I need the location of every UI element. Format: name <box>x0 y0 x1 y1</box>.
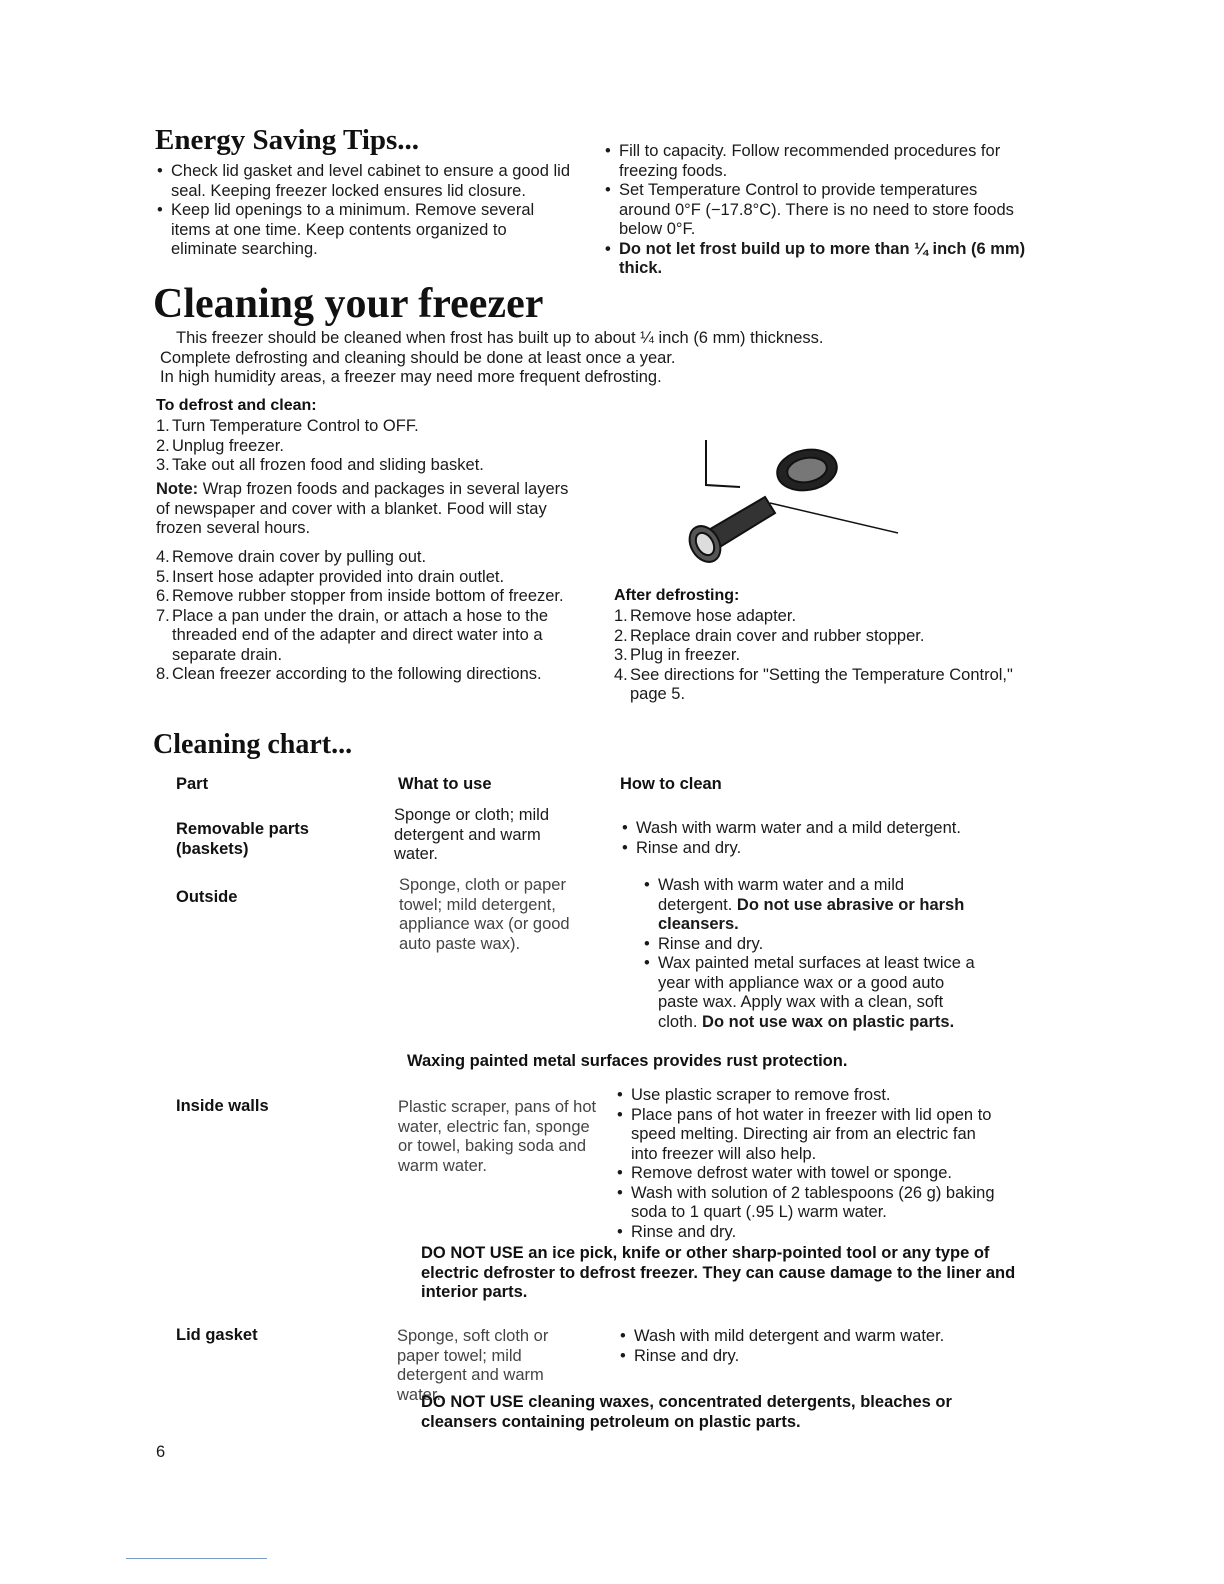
row-what-lid-gasket: Sponge, soft cloth or paper towel; mild detergent and warm water. <box>397 1327 549 1404</box>
energy-tips-left-list <box>155 162 575 260</box>
list-item: • Use plastic scraper to remove frost. <box>615 1086 1005 1106</box>
row-what-removable: Sponge or cloth; mild detergent and warm water. <box>394 806 550 863</box>
list-item: • Place pans of hot water in freezer with lid open to speed melting. Directing air from an electric fan into freezer will also help. <box>615 1106 1005 1165</box>
list-item: 4. See directions for "Setting the Temperature Control," page 5. <box>614 665 1013 703</box>
list-item: 4. Remove drain cover by pulling out. <box>156 548 427 566</box>
list-item: 1. Remove hose adapter. <box>614 607 797 625</box>
row-what-inside-walls: Plastic scraper, pans of hot water, electric fan, sponge or towel, baking soda and warm water. <box>398 1098 597 1175</box>
list-item: • Fill to capacity. Follow recommended procedures for freezing foods. <box>603 142 1028 181</box>
list-item: • Wash with warm water and a mild detergent. <box>620 819 1020 839</box>
list-item-frost-warning: • Do not let frost build up to more than ¼ inch (6 mm) thick. <box>603 240 1028 279</box>
row-part-removable: Removable parts (baskets) <box>176 820 309 858</box>
cleaning-intro <box>160 329 1060 388</box>
row-how-inside-walls <box>615 1086 1005 1242</box>
row-part-outside: Outside <box>176 888 238 906</box>
footer-rule <box>126 1558 267 1559</box>
list-item: 8. Clean freezer according to the following directions. <box>156 665 542 683</box>
row-how-removable <box>620 819 1020 858</box>
energy-tips-title: Energy Saving Tips... <box>155 124 420 156</box>
list-item: • Check lid gasket and level cabinet to ensure a good lid seal. Keeping freezer locked ensures lid closure. <box>155 162 575 201</box>
after-defrosting-heading: After defrosting: <box>614 587 740 604</box>
column-header-how: How to clean <box>620 775 722 793</box>
list-item: 1. Turn Temperature Control to OFF. <box>156 417 419 435</box>
intro-line: In high humidity areas, a freezer may need more frequent defrosting. <box>160 368 662 386</box>
list-item: 2. Replace drain cover and rubber stopper. <box>614 626 925 645</box>
cleaning-title: Cleaning your freezer <box>153 281 544 327</box>
list-item: • Wash with solution of 2 tablespoons (26 g) baking soda to 1 quart (.95 L) warm water. <box>615 1184 1005 1223</box>
list-item: • Remove defrost water with towel or sponge. <box>615 1164 1005 1184</box>
note-text: Wrap frozen foods and packages in several layers of newspaper and cover with a blanket. Food will stay frozen several hours. <box>156 480 569 537</box>
intro-line: This freezer should be cleaned when frost has built up to about ¼ inch (6 mm) thickness. <box>176 329 824 347</box>
rust-protection-note: Waxing painted metal surfaces provides rust protection. <box>407 1052 848 1070</box>
list-item: 3. Take out all frozen food and sliding basket. <box>156 456 484 474</box>
row-how-lid-gasket <box>618 1327 1018 1366</box>
list-item: • Wax painted metal surfaces at least twice a year with appliance wax or a good auto paste wax. Apply wax with a clean, soft cloth. Do not use wax on plastic parts. <box>642 954 982 1032</box>
list-item: • Rinse and dry. <box>642 935 982 955</box>
column-header-what: What to use <box>398 775 492 793</box>
row-part-lid-gasket: Lid gasket <box>176 1326 258 1344</box>
intro-line: Complete defrosting and cleaning should be done at least once a year. <box>160 348 676 367</box>
column-header-part: Part <box>176 775 209 793</box>
row-how-outside <box>642 876 982 1032</box>
hose-adapter-illustration <box>670 435 910 565</box>
list-item: • Wash with mild detergent and warm water. <box>618 1327 1018 1347</box>
list-item: • Rinse and dry. <box>618 1347 1018 1367</box>
list-item: • Rinse and dry. <box>620 839 1020 859</box>
after-defrosting-steps <box>614 607 1034 705</box>
list-item: 6. Remove rubber stopper from inside bottom of freezer. <box>156 587 564 605</box>
list-item: • Wash with warm water and a mild detergent. Do not use abrasive or harsh cleansers. <box>642 876 982 935</box>
list-item: 2. Unplug freezer. <box>156 436 284 455</box>
list-item: 7. Place a pan under the drain, or attach a hose to the threaded end of the adapter and direct water into a separate drain. <box>156 606 549 664</box>
cleaning-chart-title: Cleaning chart... <box>153 729 353 760</box>
page-number: 6 <box>156 1443 166 1461</box>
list-item: • Rinse and dry. <box>615 1223 1005 1243</box>
inside-walls-warning: DO NOT USE an ice pick, knife or other sharp-pointed tool or any type of electric defroster to defrost freezer. They can cause damage to the liner and interior parts. <box>421 1244 1016 1301</box>
defrost-steps-a <box>156 417 576 476</box>
row-what-outside: Sponge, cloth or paper towel; mild detergent, appliance wax (or good auto paste wax). <box>399 876 570 953</box>
lid-gasket-warning: DO NOT USE cleaning waxes, concentrated detergents, bleaches or cleansers containing petroleum on plastic parts. <box>421 1393 952 1431</box>
list-item: • Keep lid openings to a minimum. Remove several items at one time. Keep contents organized to eliminate searching. <box>155 201 575 260</box>
list-item: 3. Plug in freezer. <box>614 646 741 664</box>
energy-tips-right-list <box>603 142 1028 279</box>
defrost-heading: To defrost and clean: <box>156 397 317 414</box>
defrost-note <box>156 480 576 539</box>
row-part-inside-walls: Inside walls <box>176 1097 269 1115</box>
list-item: 5. Insert hose adapter provided into drain outlet. <box>156 567 505 586</box>
defrost-steps-b <box>156 548 576 685</box>
note-label: Note: <box>156 480 199 498</box>
list-item: • Set Temperature Control to provide temperatures around 0°F (−17.8°C). There is no need to store foods below 0°F. <box>603 181 1028 240</box>
